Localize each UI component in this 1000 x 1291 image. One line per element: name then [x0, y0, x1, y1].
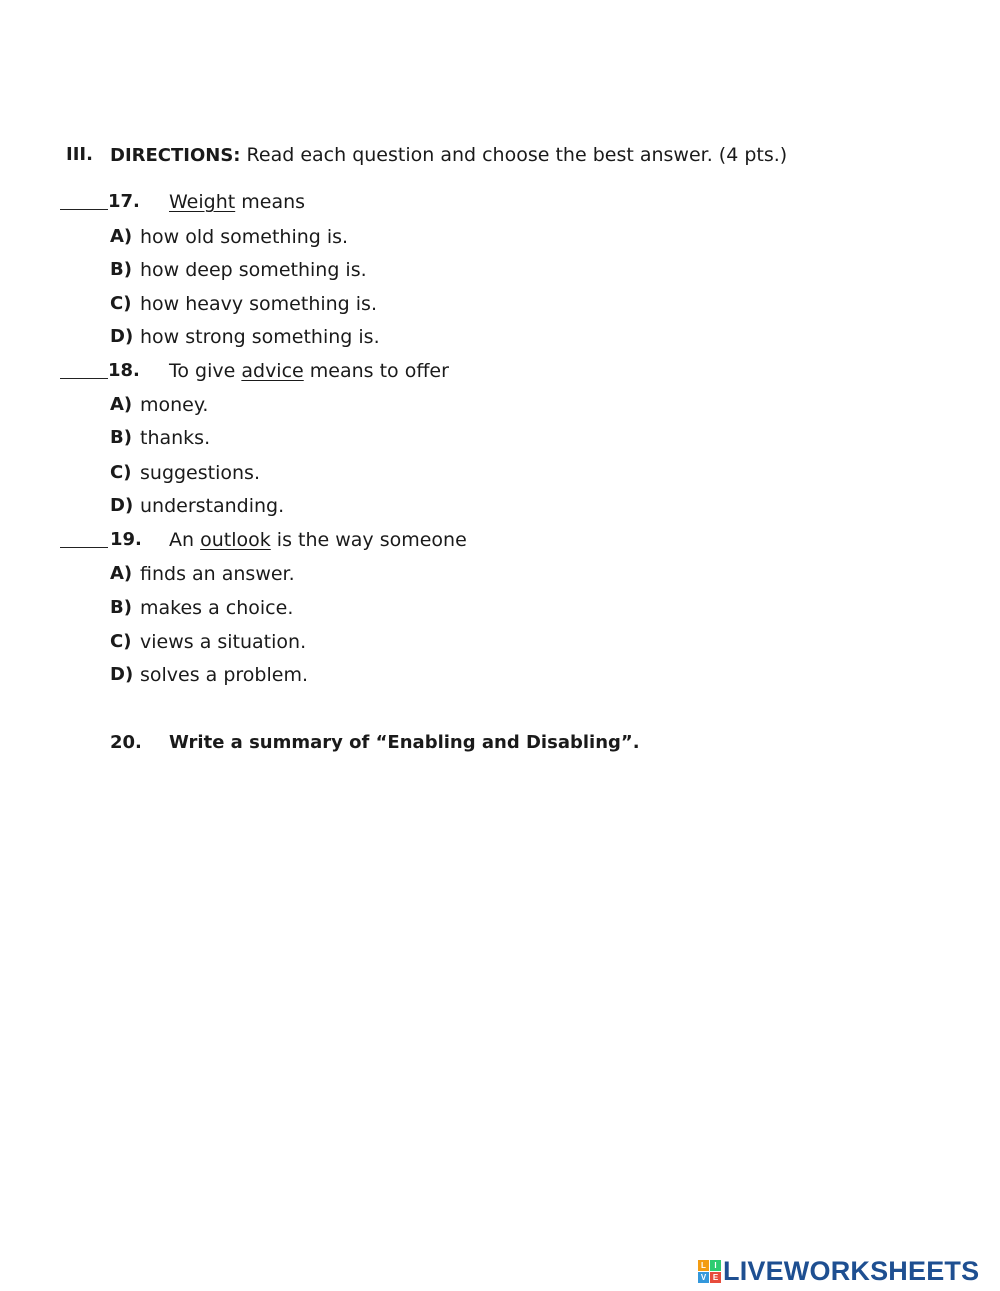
question-stem-18 [169, 359, 449, 383]
option-text: solves a problem. [140, 664, 309, 686]
directions-label: DIRECTIONS: [110, 145, 241, 166]
option-letter: B) [110, 597, 132, 618]
question-stem-17 [169, 190, 305, 214]
option-letter: D) [110, 664, 134, 685]
stem-prefix: An [169, 529, 201, 551]
answer-blank-18[interactable] [60, 378, 108, 379]
option-text: makes a choice. [140, 597, 294, 619]
option-letter: A) [110, 226, 133, 247]
option-text: finds an answer. [140, 563, 295, 585]
logo-grid-letter: E [710, 1272, 721, 1283]
logo-text: LIVEWORKSHEETS [723, 1255, 980, 1286]
question-number-20: 20. [110, 732, 142, 753]
answer-blank-17[interactable] [60, 209, 108, 210]
question-number-19: 19. [110, 529, 142, 550]
option-letter: B) [110, 427, 132, 448]
option-letter: D) [110, 326, 134, 347]
stem-term: Weight [169, 191, 236, 213]
option-letter: C) [110, 631, 132, 652]
question-number-17: 17. [108, 191, 140, 212]
option-text: thanks. [140, 427, 211, 449]
logo-grid-letter: I [710, 1260, 721, 1271]
option-letter: C) [110, 462, 132, 483]
option-letter: A) [110, 563, 133, 584]
question-stem-19 [169, 528, 467, 552]
answer-blank-19[interactable] [60, 547, 108, 548]
option-letter: A) [110, 394, 133, 415]
stem-suffix: is the way someone [270, 529, 467, 551]
option-letter: B) [110, 259, 132, 280]
stem-term: outlook [200, 529, 271, 551]
liveworksheets-logo [698, 1257, 979, 1285]
logo-grid-letter: V [698, 1272, 709, 1283]
question-20-prompt: Write a summary of “Enabling and Disabling”. [169, 732, 640, 753]
stem-prefix: To give [169, 360, 242, 382]
option-text: views a situation. [140, 631, 307, 653]
option-text: suggestions. [140, 462, 260, 484]
option-text: how heavy something is. [140, 293, 377, 315]
option-text: how old something is. [140, 226, 349, 248]
option-text: how deep something is. [140, 259, 367, 281]
option-letter: C) [110, 293, 132, 314]
option-text: money. [140, 394, 209, 416]
question-number-18: 18. [108, 360, 140, 381]
option-text: how strong something is. [140, 326, 380, 348]
stem-suffix: means [235, 191, 306, 213]
stem-suffix: means to offer [303, 360, 449, 382]
logo-grid-letter: L [698, 1260, 709, 1271]
stem-term: advice [241, 360, 304, 382]
option-text: understanding. [140, 495, 285, 517]
option-letter: D) [110, 495, 134, 516]
directions-text: Read each question and choose the best answer. (4 pts.) [240, 144, 788, 166]
directions [110, 143, 787, 168]
logo-grid-icon [698, 1260, 721, 1283]
section-numeral: III. [66, 144, 93, 165]
